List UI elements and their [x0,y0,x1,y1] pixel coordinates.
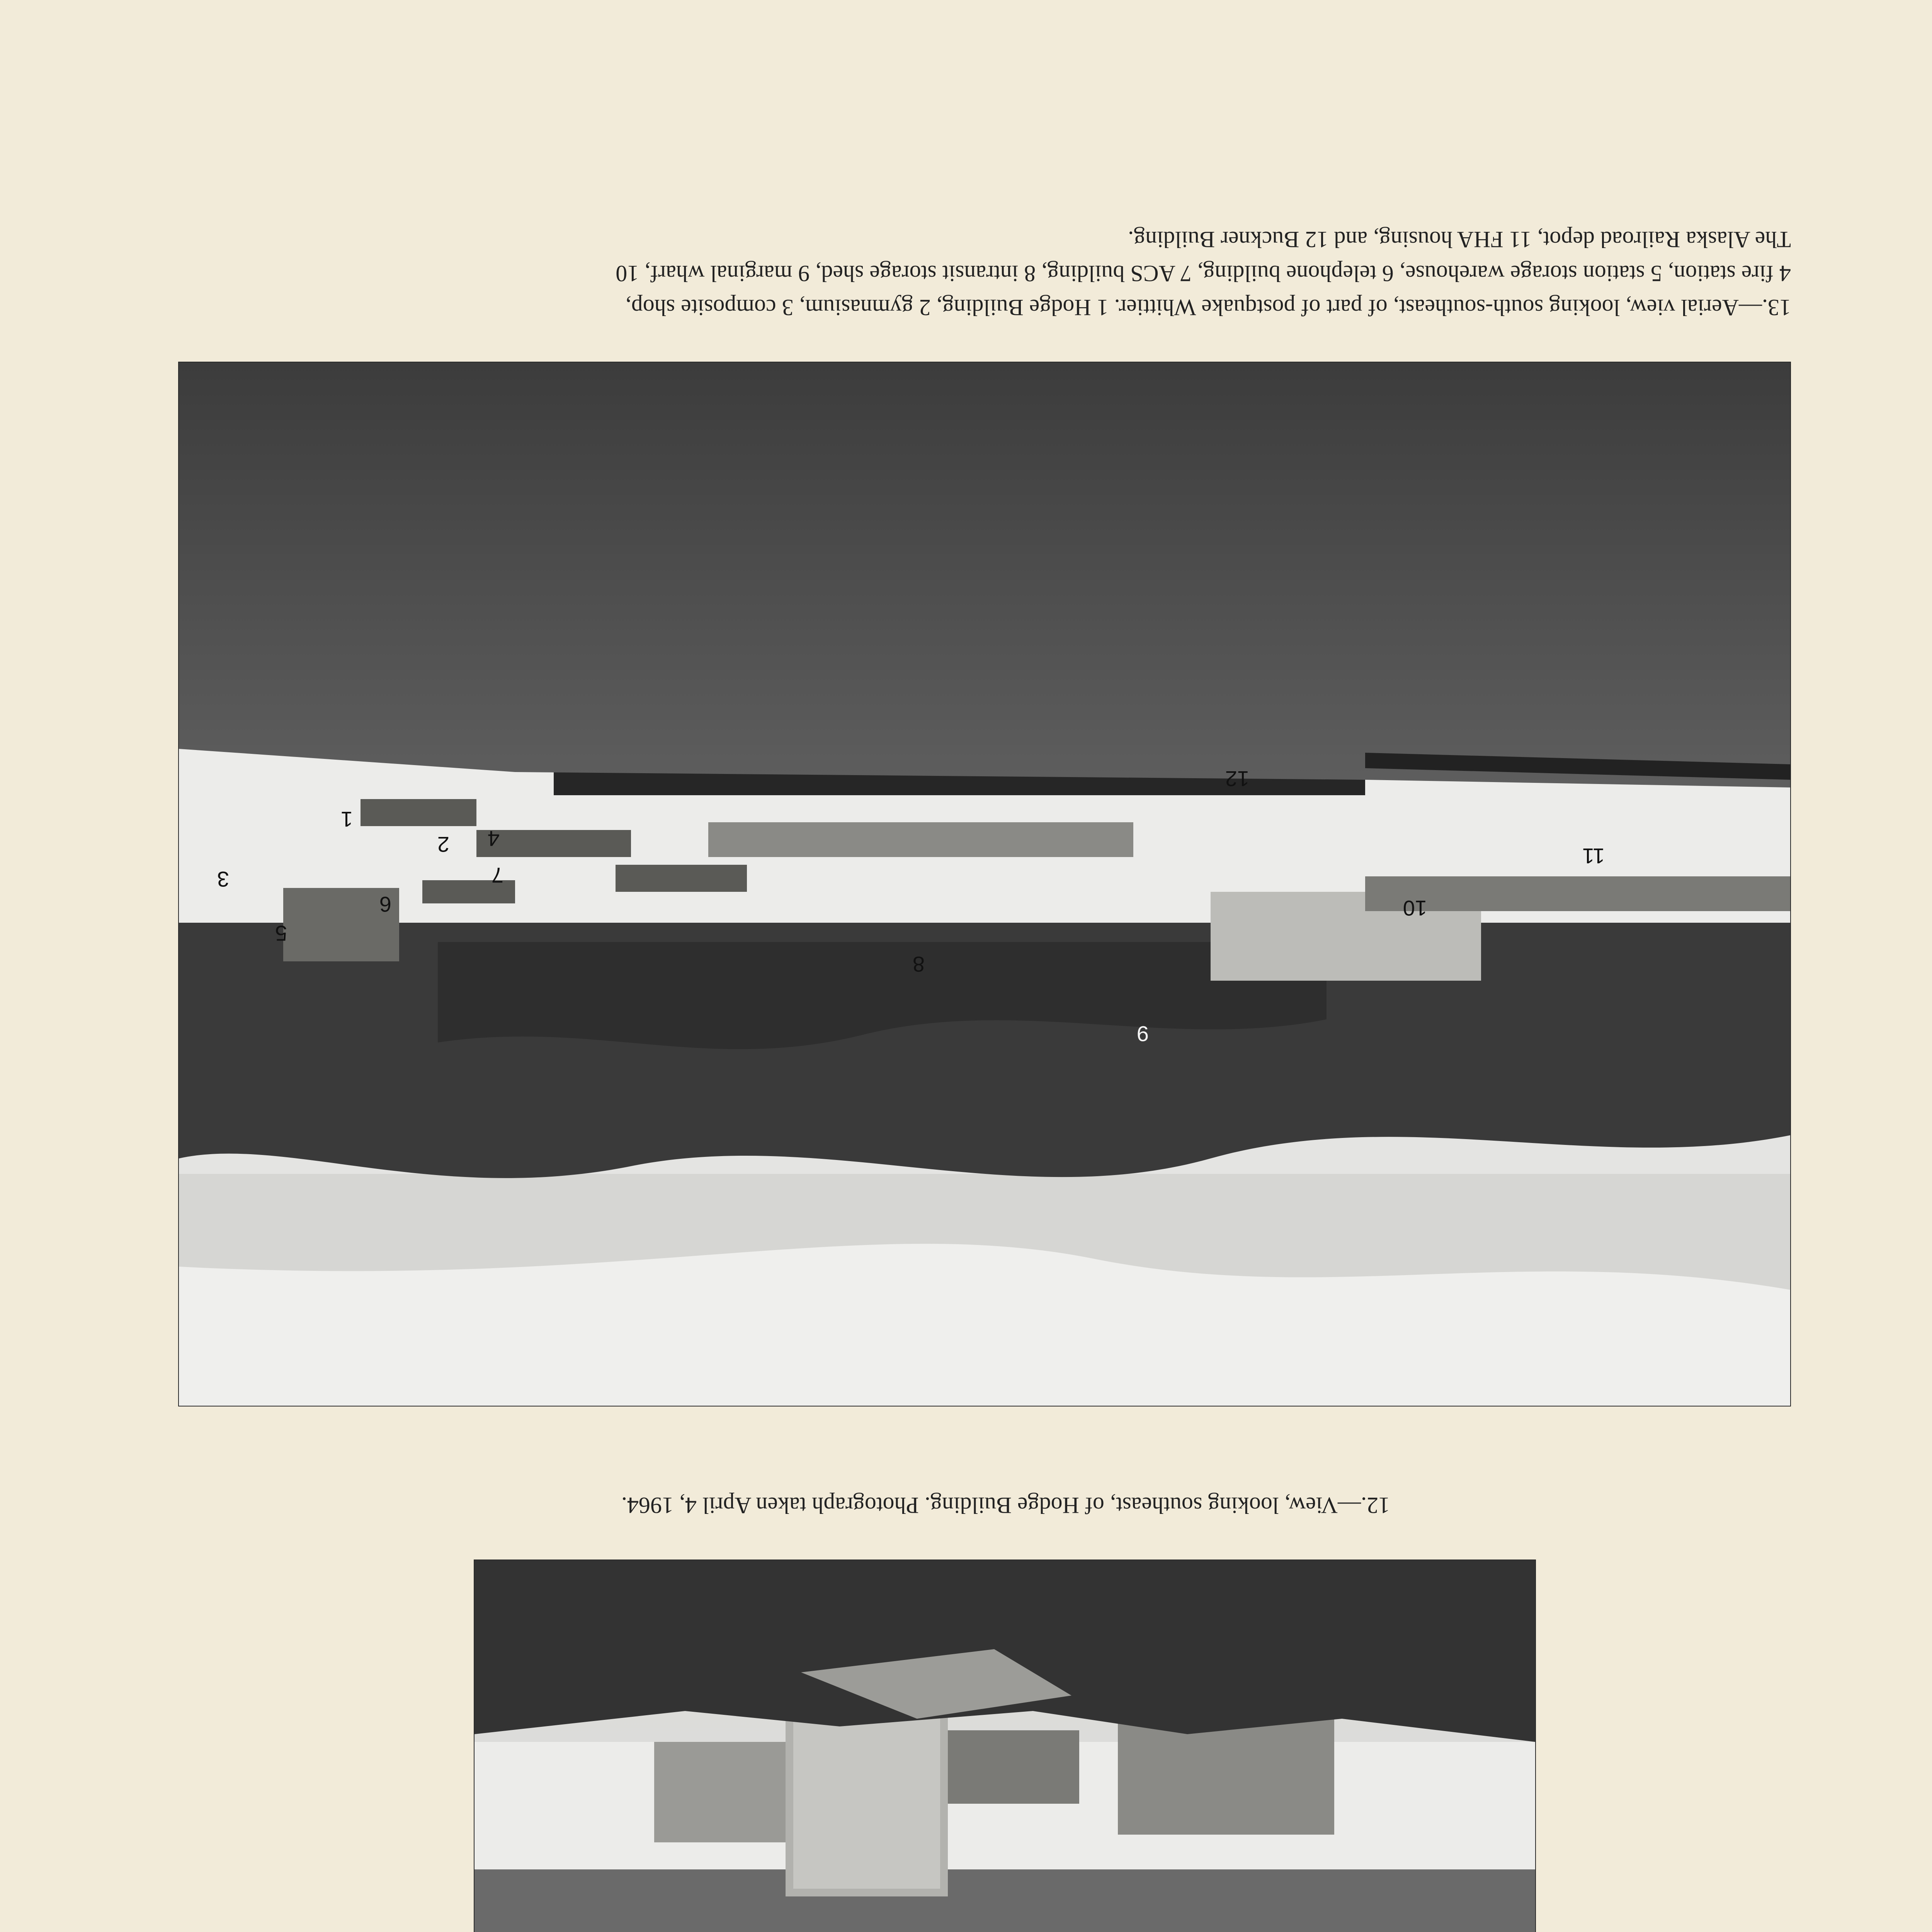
figure-13-marker-9: 9 [1136,1022,1149,1046]
figure-13-marker-6: 6 [379,892,391,917]
figure-13-marker-12: 12 [1225,767,1249,791]
figure-12-caption: 12.—View, looking southeast, of Hodge Building. Photograph taken April 4, 1964. [621,1493,1390,1518]
figure-13-marker-8: 8 [912,952,925,976]
figure-13-marker-2: 2 [437,832,449,857]
figure-13-marker-5: 5 [275,921,287,946]
figure-13-caption-line-3: The Alaska Railroad depot, 11 FHA housing, and 12 Buckner Building. [1128,227,1791,252]
figure-13-marker-3: 3 [217,867,229,891]
figure-13-marker-10: 10 [1403,896,1427,920]
figure-13-marker-4: 4 [487,827,500,851]
figure-13-caption-line-1: 13.—Aerial view, looking south-southeast, of part of postquake Whittier. 1 Hodge Building, 2 gymnasium, 3 composite shop, [625,295,1791,320]
figure-13-marker-11: 11 [1582,844,1605,868]
figure-12-photograph [474,1560,1536,1932]
figure-13-photograph [178,362,1791,1406]
figure-13-caption [180,223,1791,325]
figure-13-marker-1: 1 [340,807,353,832]
figure-13-caption-line-2: 4 fire station, 5 station storage warehouse, 6 telephone building, 7 ACS building, 8 intransit storage shed, 9 marginal wharf, 10 [616,261,1791,286]
figure-13-marker-7: 7 [491,863,503,888]
